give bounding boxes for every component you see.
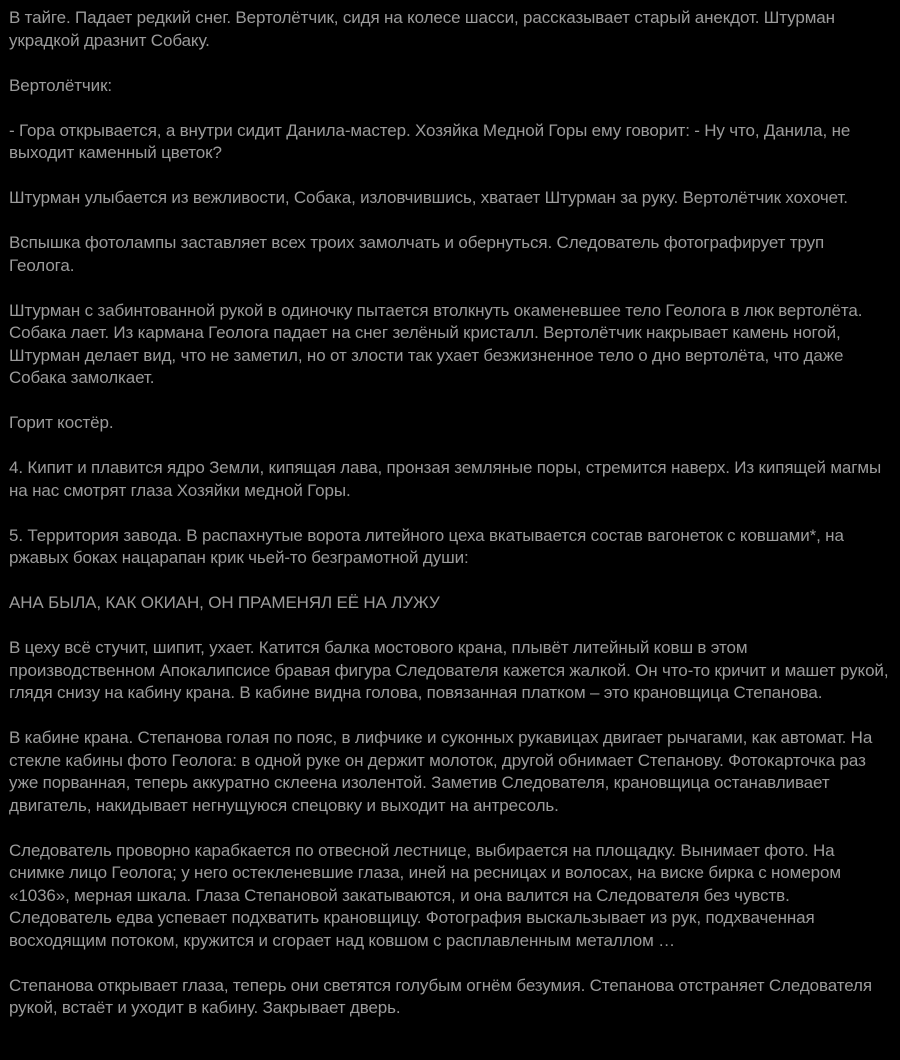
graffiti-line: АНА БЫЛА, КАК ОКИАН, ОН ПРАМЕНЯЛ ЕЁ НА ЛУЖУ [9,593,440,612]
paragraph-loading-body: Штурман с забинтованной рукой в одиночку пытается втолкнуть окаменевшее тело Геолога в люк вертолёта. Собака лает. Из кармана Геолога падает на снег зелёный кристалл. Вертолётчик накрывает камень ногой, Штурман делает вид, что не заметил, но от злости так ухает безжизненное тело о дно вертолёта, что даже Собака замолкает. [9,300,863,387]
paragraph-taiga-scene: В тайге. Падает редкий снег. Вертолётчик, сидя на колесе шасси, рассказывает старый анекдот. Штурман украдкой дразнит Собаку. [9,8,835,50]
paragraph-anecdote-line: - Гора открывается, а внутри сидит Данила-мастер. Хозяйка Медной Горы ему говорит: - Ну что, Данила, не выходит каменный цветок? [9,120,851,162]
paragraph-ladder-photo: Следователь проворно карабкается по отвесной лестнице, выбирается на площадку. Вынимает фото. На снимке лицо Геолога; у него остекленевшие глаза, иней на ресницах и волосах, на виске бирка с номером «1036», мерная шкала. Глаза Степановой закатываются, и она валится на Следователя без чувств. Следователь едва успевает подхватить крановщицу. Фотография выскальзывает из рук, подхваченная восходящим потоком, кружится и сгорает над ковшом с расплавленным металлом … [9,840,841,950]
paragraph-flash: Вспышка фотолампы заставляет всех троих замолчать и обернуться. Следователь фотографирует труп Геолога. [9,233,825,275]
paragraph-scene-4: 4. Кипит и плавится ядро Земли, кипящая лава, пронзая земляные поры, стремится наверх. Из кипящей магмы на нас смотрят глаза Хозяйки медной Горы. [9,458,882,500]
paragraph-scene-5: 5. Территория завода. В распахнутые ворота литейного цеха вкатывается состав вагонеток с ковшами*, на ржавых боках нацарапан крик чьей-то безграмотной души: [9,525,844,567]
paragraph-crane-cabin: В кабине крана. Степанова голая по пояс, в лифчике и суконных рукавицах двигает рычагами, как автомат. На стекле кабины фото Геолога: в одной руке он держит молоток, другой обнимает Степанову. Фотокарточка раз уже порванная, теперь аккуратно склеена изолентой. Заметив Следователя, крановщица останавливает двигатель, накидывает негнущуюся спецовку и выходит на антресоль. [9,728,873,815]
paragraph-workshop: В цеху всё стучит, шипит, ухает. Катится балка мостового крана, плывёт литейный ковш в этом производственном Апокалипсисе бравая фигура Следователя кажется жалкой. Он что-то кричит и машет рукой, глядя снизу на кабину крана. В кабине видна голова, повязанная платком – это крановщица Степанова. [9,638,889,702]
document-text [9,7,891,1020]
paragraph-speaker-label: Вертолётчик: [9,75,113,95]
paragraph-stepanova-eyes: Степанова открывает глаза, теперь они светятся голубым огнём безумия. Степанова отстраняет Следователя рукой, встаёт и уходит в кабину. Закрывает дверь. [9,975,872,1017]
paragraph-shturman-reaction: Штурман улыбается из вежливости, Собака, изловчившись, хватает Штурман за руку. Вертолётчик хохочет. [9,188,848,207]
paragraph-bonfire: Горит костёр. [9,413,114,432]
